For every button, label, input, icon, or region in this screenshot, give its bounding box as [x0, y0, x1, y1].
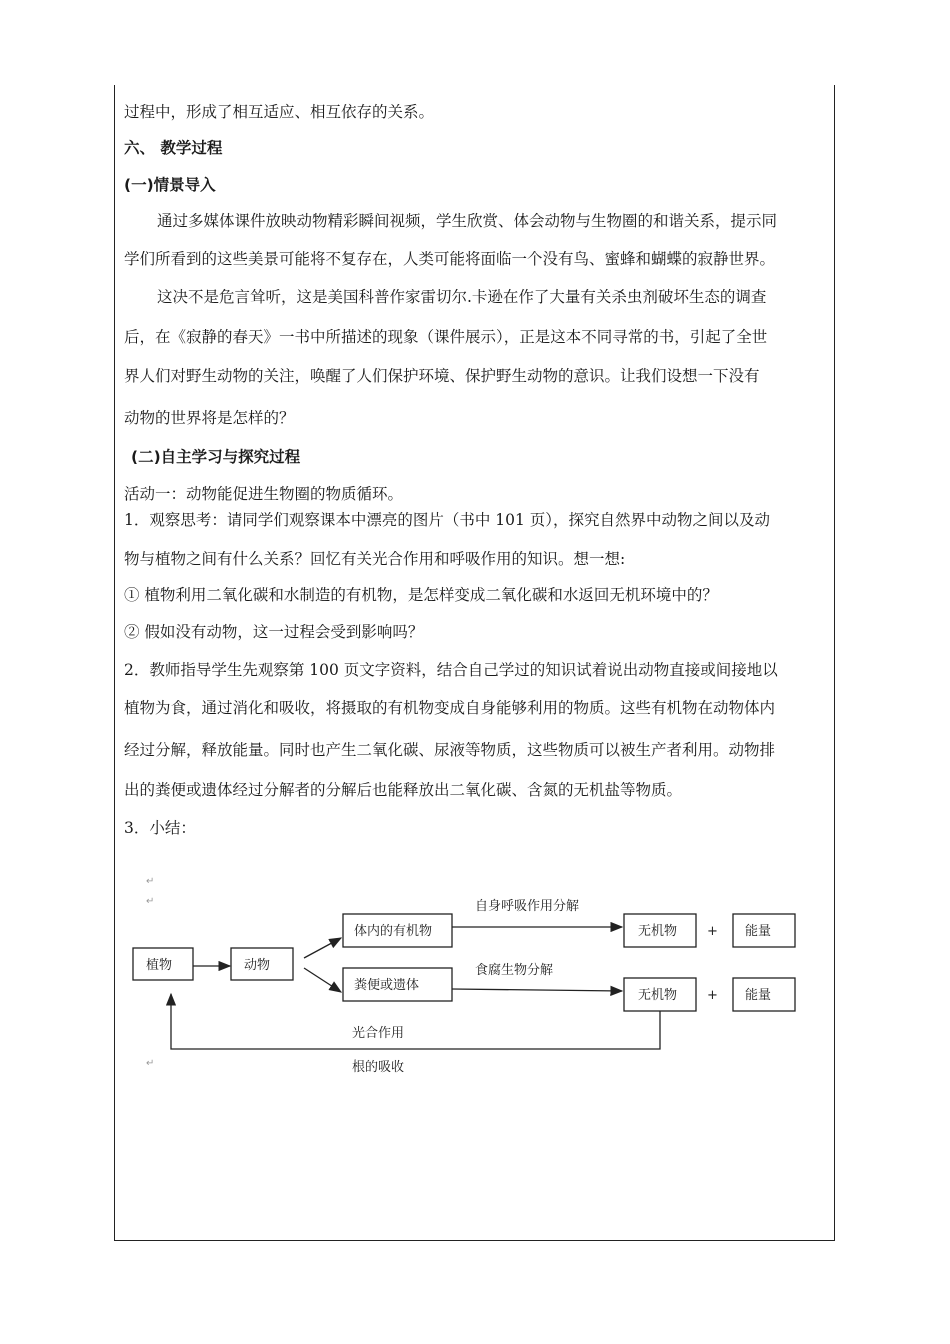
paragraph-line: 出的粪便或遗体经过分解者的分解后也能释放出二氧化碳、含氮的无机盐等物质。	[124, 781, 683, 799]
paragraph-line: 物与植物之间有什么关系？回忆有关光合作用和呼吸作用的知识。想一想:	[124, 550, 626, 568]
paragraph-line: 这决不是危言耸听，这是美国科普作家雷切尔.卡逊在作了大量有关杀虫剂破坏生态的调查	[157, 288, 767, 306]
subsection-heading: (二)自主学习与探究过程	[131, 448, 301, 466]
plus-sign-1: +	[707, 924, 718, 939]
arrow-animal-waste	[304, 968, 341, 992]
section-heading: 六、 教学过程	[124, 139, 223, 157]
root-absorption-label: 根的吸收	[352, 1060, 405, 1075]
energy-label-2: 能量	[745, 988, 772, 1003]
energy-label-1: 能量	[745, 924, 772, 939]
waste-label: 粪便或遗体	[354, 978, 420, 993]
paragraph-line: 2．教师指导学生先观察第 100 页文字资料，结合自己学过的知识试着说出动物直接或间接地以	[124, 661, 778, 679]
paragraph-mark: ↵	[146, 876, 155, 887]
paragraph-line: 通过多媒体课件放映动物精彩瞬间视频，学生欣赏、体会动物与生物圈的和谐关系，提示同	[157, 212, 778, 230]
inorganic-label-1: 无机物	[638, 924, 678, 939]
activity-line: 活动一：动物能促进生物圈的物质循环。	[124, 485, 404, 503]
paragraph-mark: ↵	[146, 896, 155, 907]
arrow-return-loop	[171, 994, 660, 1049]
organic-label: 体内的有机物	[354, 924, 433, 939]
paragraph-line: 经过分解，释放能量。同时也产生二氧化碳、尿液等物质，这些物质可以被生产者利用。动物排	[124, 741, 776, 759]
photosynthesis-label: 光合作用	[352, 1026, 405, 1041]
plus-sign-2: +	[707, 988, 718, 1003]
summary-label: 3．小结：	[124, 819, 196, 837]
paragraph-line: 1．观察思考：请同学们观察课本中漂亮的图片（书中 101 页），探究自然界中动物之间以及动	[124, 511, 771, 529]
paragraph-mark: ↵	[146, 1058, 155, 1069]
question-line: ① 植物利用二氧化碳和水制造的有机物，是怎样变成二氧化碳和水返回无机环境中的？	[124, 586, 718, 604]
decomposer-label: 食腐生物分解	[475, 963, 554, 978]
question-line: ② 假如没有动物，这一过程会受到影响吗？	[124, 623, 424, 641]
paragraph-line: 后，在《寂静的春天》一书中所描述的现象（课件展示），正是这本不同寻常的书，引起了全世	[124, 328, 768, 346]
text-line: 过程中，形成了相互适应、相互依存的关系。	[124, 103, 435, 121]
respiration-label: 自身呼吸作用分解	[475, 899, 580, 914]
paragraph-line: 动物的世界将是怎样的？	[124, 409, 295, 427]
paragraph-line: 学们所看到的这些美景可能将不复存在，人类可能将面临一个没有鸟、蜜蜂和蝴蝶的寂静世界。	[124, 250, 776, 268]
inorganic-label-2: 无机物	[638, 988, 678, 1003]
arrow-decomposition	[452, 989, 622, 991]
subsection-heading: (一)情景导入	[124, 176, 216, 194]
animal-label: 动物	[244, 958, 271, 973]
arrow-animal-organic	[304, 938, 341, 958]
paragraph-line: 植物为食，通过消化和吸收，将摄取的有机物变成自身能够利用的物质。这些有机物在动物体内	[124, 699, 776, 717]
paragraph-line: 界人们对野生动物的关注，唤醒了人们保护环境、保护野生动物的意识。让我们设想一下没有	[124, 367, 760, 385]
plant-label: 植物	[146, 958, 173, 973]
